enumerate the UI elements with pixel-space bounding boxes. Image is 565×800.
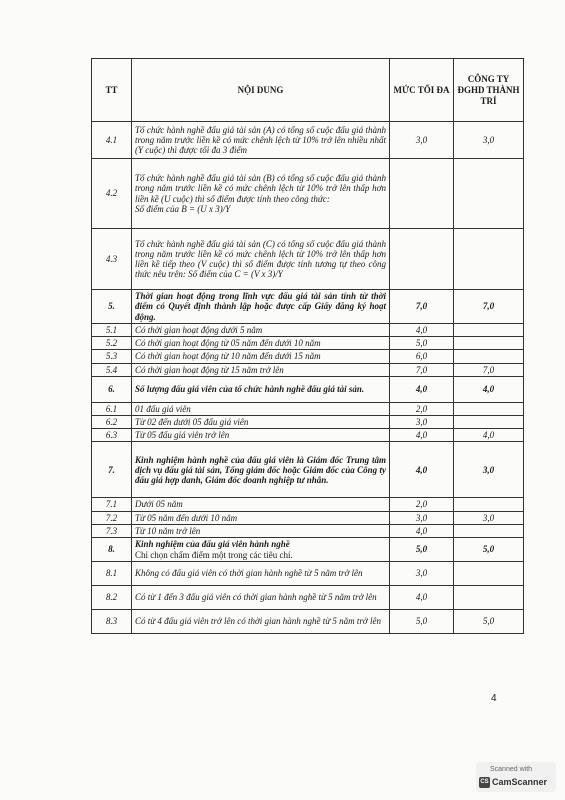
cell-content <box>132 402 390 415</box>
cell-max-score: 6,0 <box>390 350 454 363</box>
cell-max-score: 4,0 <box>390 376 454 402</box>
cell-tt: 8.2 <box>92 586 132 610</box>
cell-content-text: Có thời gian hoạt động dưới 5 năm <box>135 325 263 335</box>
header-max-score: MỨC TỐI ĐA <box>390 59 454 122</box>
camscanner-icon: CS <box>479 777 490 788</box>
table-row <box>92 229 524 290</box>
cell-tt: 5.1 <box>92 324 132 337</box>
cell-content-text: Từ 05 đấu giá viên trở lên <box>135 430 230 441</box>
cell-content-text: Có từ 4 đấu giá viên trở lên có thời gian hành nghề từ 5 năm trở lên <box>135 616 381 627</box>
cell-max-score: 3,0 <box>390 122 454 159</box>
table-row <box>92 524 524 537</box>
table-row <box>92 350 524 363</box>
cell-tt: 7.1 <box>92 498 132 511</box>
cell-max-score: 4,0 <box>390 324 454 337</box>
table-row <box>92 363 524 376</box>
table-body <box>92 122 524 634</box>
camscanner-watermark <box>476 762 556 792</box>
cell-company-score <box>454 350 524 363</box>
cell-max-score: 2,0 <box>390 402 454 415</box>
cell-max-score: 4,0 <box>390 442 454 498</box>
table-row <box>92 324 524 337</box>
cell-content <box>132 498 390 511</box>
cell-company-score: 4,0 <box>454 429 524 442</box>
cell-content-text: Từ 02 đến dưới 05 đấu giá viên <box>135 417 249 428</box>
cell-tt: 5.4 <box>92 363 132 376</box>
cell-company-score: 3,0 <box>454 511 524 524</box>
cell-max-score <box>390 159 454 229</box>
cell-content <box>132 337 390 350</box>
cell-content <box>132 229 390 290</box>
cell-tt: 7.3 <box>92 524 132 537</box>
table-row <box>92 442 524 498</box>
cell-tt: 5.2 <box>92 337 132 350</box>
criteria-table <box>91 58 524 634</box>
cell-max-score: 5,0 <box>390 337 454 350</box>
cell-company-score <box>454 337 524 350</box>
cell-company-score <box>454 159 524 229</box>
cell-content <box>132 122 390 159</box>
cell-content-text: Tổ chức hành nghề đấu giá tài sản (B) có tổng số cuộc đấu giá thành trong năm trước liền kề có mức chênh lệch từ 10% trở lên thấp hơn liền kề (U cuộc) thì số điểm được tính theo công thức: Số điểm của B = (U x 3)/Y <box>135 173 386 214</box>
table-row <box>92 538 524 562</box>
cell-content-text: Từ 05 năm đến dưới 10 năm <box>135 512 238 523</box>
cell-tt: 5.3 <box>92 350 132 363</box>
cell-content <box>132 350 390 363</box>
table-row <box>92 429 524 442</box>
cell-content-text: Có thời gian hoạt động từ 10 năm đến dưới 15 năm <box>135 351 321 362</box>
cell-company-score <box>454 229 524 290</box>
cell-max-score: 5,0 <box>390 538 454 562</box>
cell-content-text: Dưới 05 năm <box>135 499 183 510</box>
cell-content <box>132 511 390 524</box>
cell-tt: 4.1 <box>92 122 132 159</box>
cell-content-text: Tổ chức hành nghề đấu giá tài sản (A) có tổng số cuộc đấu giá thành trong năm trước liền kề có mức chênh lệch từ 10% trở lên nhiều nhất (Y cuộc) thì được tối đa 3 điểm <box>135 124 386 156</box>
cell-company-score <box>454 586 524 610</box>
cell-content <box>132 363 390 376</box>
header-company-score: CÔNG TY ĐGHD THÀNH TRÍ <box>454 59 524 122</box>
cell-tt: 8. <box>92 538 132 562</box>
table-row <box>92 376 524 402</box>
cell-content-text: Số lượng đấu giá viên của tổ chức hành nghề đấu giá tài sản. <box>135 384 365 395</box>
watermark-scanned-with: Scanned with <box>490 766 533 773</box>
cell-content <box>132 159 390 229</box>
cell-content-text: Có thời gian hoạt động từ 15 năm trở lên <box>135 364 284 375</box>
cell-max-score: 3,0 <box>390 416 454 429</box>
cell-content <box>132 324 390 337</box>
header-tt: TT <box>92 59 132 122</box>
cell-tt: 4.2 <box>92 159 132 229</box>
cell-company-score <box>454 324 524 337</box>
cell-content <box>132 442 390 498</box>
cell-content <box>132 524 390 537</box>
table-row <box>92 402 524 415</box>
cell-content-text: Kinh nghiệm của đấu giá viên hành nghề <box>135 539 290 550</box>
cell-tt: 6.1 <box>92 402 132 415</box>
page-number: 4 <box>491 693 497 704</box>
cell-max-score: 4,0 <box>390 586 454 610</box>
cell-tt: 7.2 <box>92 511 132 524</box>
table-row <box>92 511 524 524</box>
cell-tt: 5. <box>92 290 132 324</box>
cell-tt: 8.3 <box>92 610 132 634</box>
cell-content <box>132 562 390 586</box>
cell-tt: 6.2 <box>92 416 132 429</box>
cell-max-score: 7,0 <box>390 363 454 376</box>
cell-content-text: Có từ 1 đến 3 đấu giá viên có thời gian hành nghề từ 5 năm trở lên <box>135 592 377 603</box>
cell-content-text: Không có đấu giá viên có thời gian hành nghề từ 5 năm trở lên <box>135 568 363 579</box>
cell-content <box>132 586 390 610</box>
cell-tt: 6. <box>92 376 132 402</box>
cell-tt: 7. <box>92 442 132 498</box>
table-row <box>92 337 524 350</box>
cell-content <box>132 538 390 562</box>
table-row <box>92 610 524 634</box>
cell-company-score: 5,0 <box>454 538 524 562</box>
cell-content-text: Có thời gian hoạt động từ 05 năm đến dưới 10 năm <box>135 338 321 349</box>
table-row <box>92 159 524 229</box>
table-row <box>92 122 524 159</box>
cell-company-score <box>454 498 524 511</box>
cell-company-score <box>454 402 524 415</box>
cell-max-score: 4,0 <box>390 524 454 537</box>
cell-content-text: Kinh nghiệm hành nghề của đấu giá viên là Giám đốc Trung tâm dịch vụ đấu giá tài sản, Tổng giám đốc hoặc Giám đốc của Công ty đấu giá hợp danh, Giám đốc doanh nghiệp tư nhân. <box>135 454 386 486</box>
table-row <box>92 290 524 324</box>
table-row <box>92 498 524 511</box>
cell-content-text: Thời gian hoạt động trong lĩnh vực đấu giá tài sản tính từ thời điểm có Quyết định thành lập hoặc được cấp Giấy đăng ký hoạt động. <box>135 291 386 322</box>
cell-company-score: 7,0 <box>454 290 524 324</box>
table-row <box>92 416 524 429</box>
cell-content <box>132 610 390 634</box>
header-content: NỘI DUNG <box>132 59 390 122</box>
table-row <box>92 586 524 610</box>
cell-tt: 4.3 <box>92 229 132 290</box>
cell-content-text: 01 đấu giá viên <box>135 403 191 414</box>
cell-company-score <box>454 416 524 429</box>
cell-company-score <box>454 524 524 537</box>
cell-company-score: 7,0 <box>454 363 524 376</box>
table-header-row <box>92 59 524 122</box>
cell-content-text: Từ 10 năm trở lên <box>135 525 201 536</box>
cell-max-score <box>390 229 454 290</box>
cell-content <box>132 429 390 442</box>
cell-max-score: 2,0 <box>390 498 454 511</box>
cell-content-note: Chỉ chọn chấm điểm một trong các tiêu chí. <box>135 549 293 560</box>
cell-tt: 6.3 <box>92 429 132 442</box>
cell-max-score: 3,0 <box>390 562 454 586</box>
cell-company-score: 3,0 <box>454 122 524 159</box>
cell-max-score: 7,0 <box>390 290 454 324</box>
cell-company-score <box>454 562 524 586</box>
table-row <box>92 562 524 586</box>
cell-max-score: 5,0 <box>390 610 454 634</box>
cell-content <box>132 376 390 402</box>
cell-tt: 8.1 <box>92 562 132 586</box>
cell-max-score: 4,0 <box>390 429 454 442</box>
cell-content <box>132 290 390 324</box>
cell-content <box>132 416 390 429</box>
cell-company-score: 3,0 <box>454 442 524 498</box>
watermark-brand: CamScanner <box>492 777 548 787</box>
cell-company-score: 4,0 <box>454 376 524 402</box>
cell-max-score: 3,0 <box>390 511 454 524</box>
cell-company-score: 5,0 <box>454 610 524 634</box>
cell-content-text: Tổ chức hành nghề đấu giá tài sản (C) có tổng số cuộc đấu giá thành trong năm trước liền kề có mức chênh lệch từ 10% trở lên thấp hơn liền kề tiếp theo (V cuộc) thì số điểm được tính tương tự theo công thức nêu trên: Số điểm của C = (V x 3)/Y <box>135 238 386 280</box>
